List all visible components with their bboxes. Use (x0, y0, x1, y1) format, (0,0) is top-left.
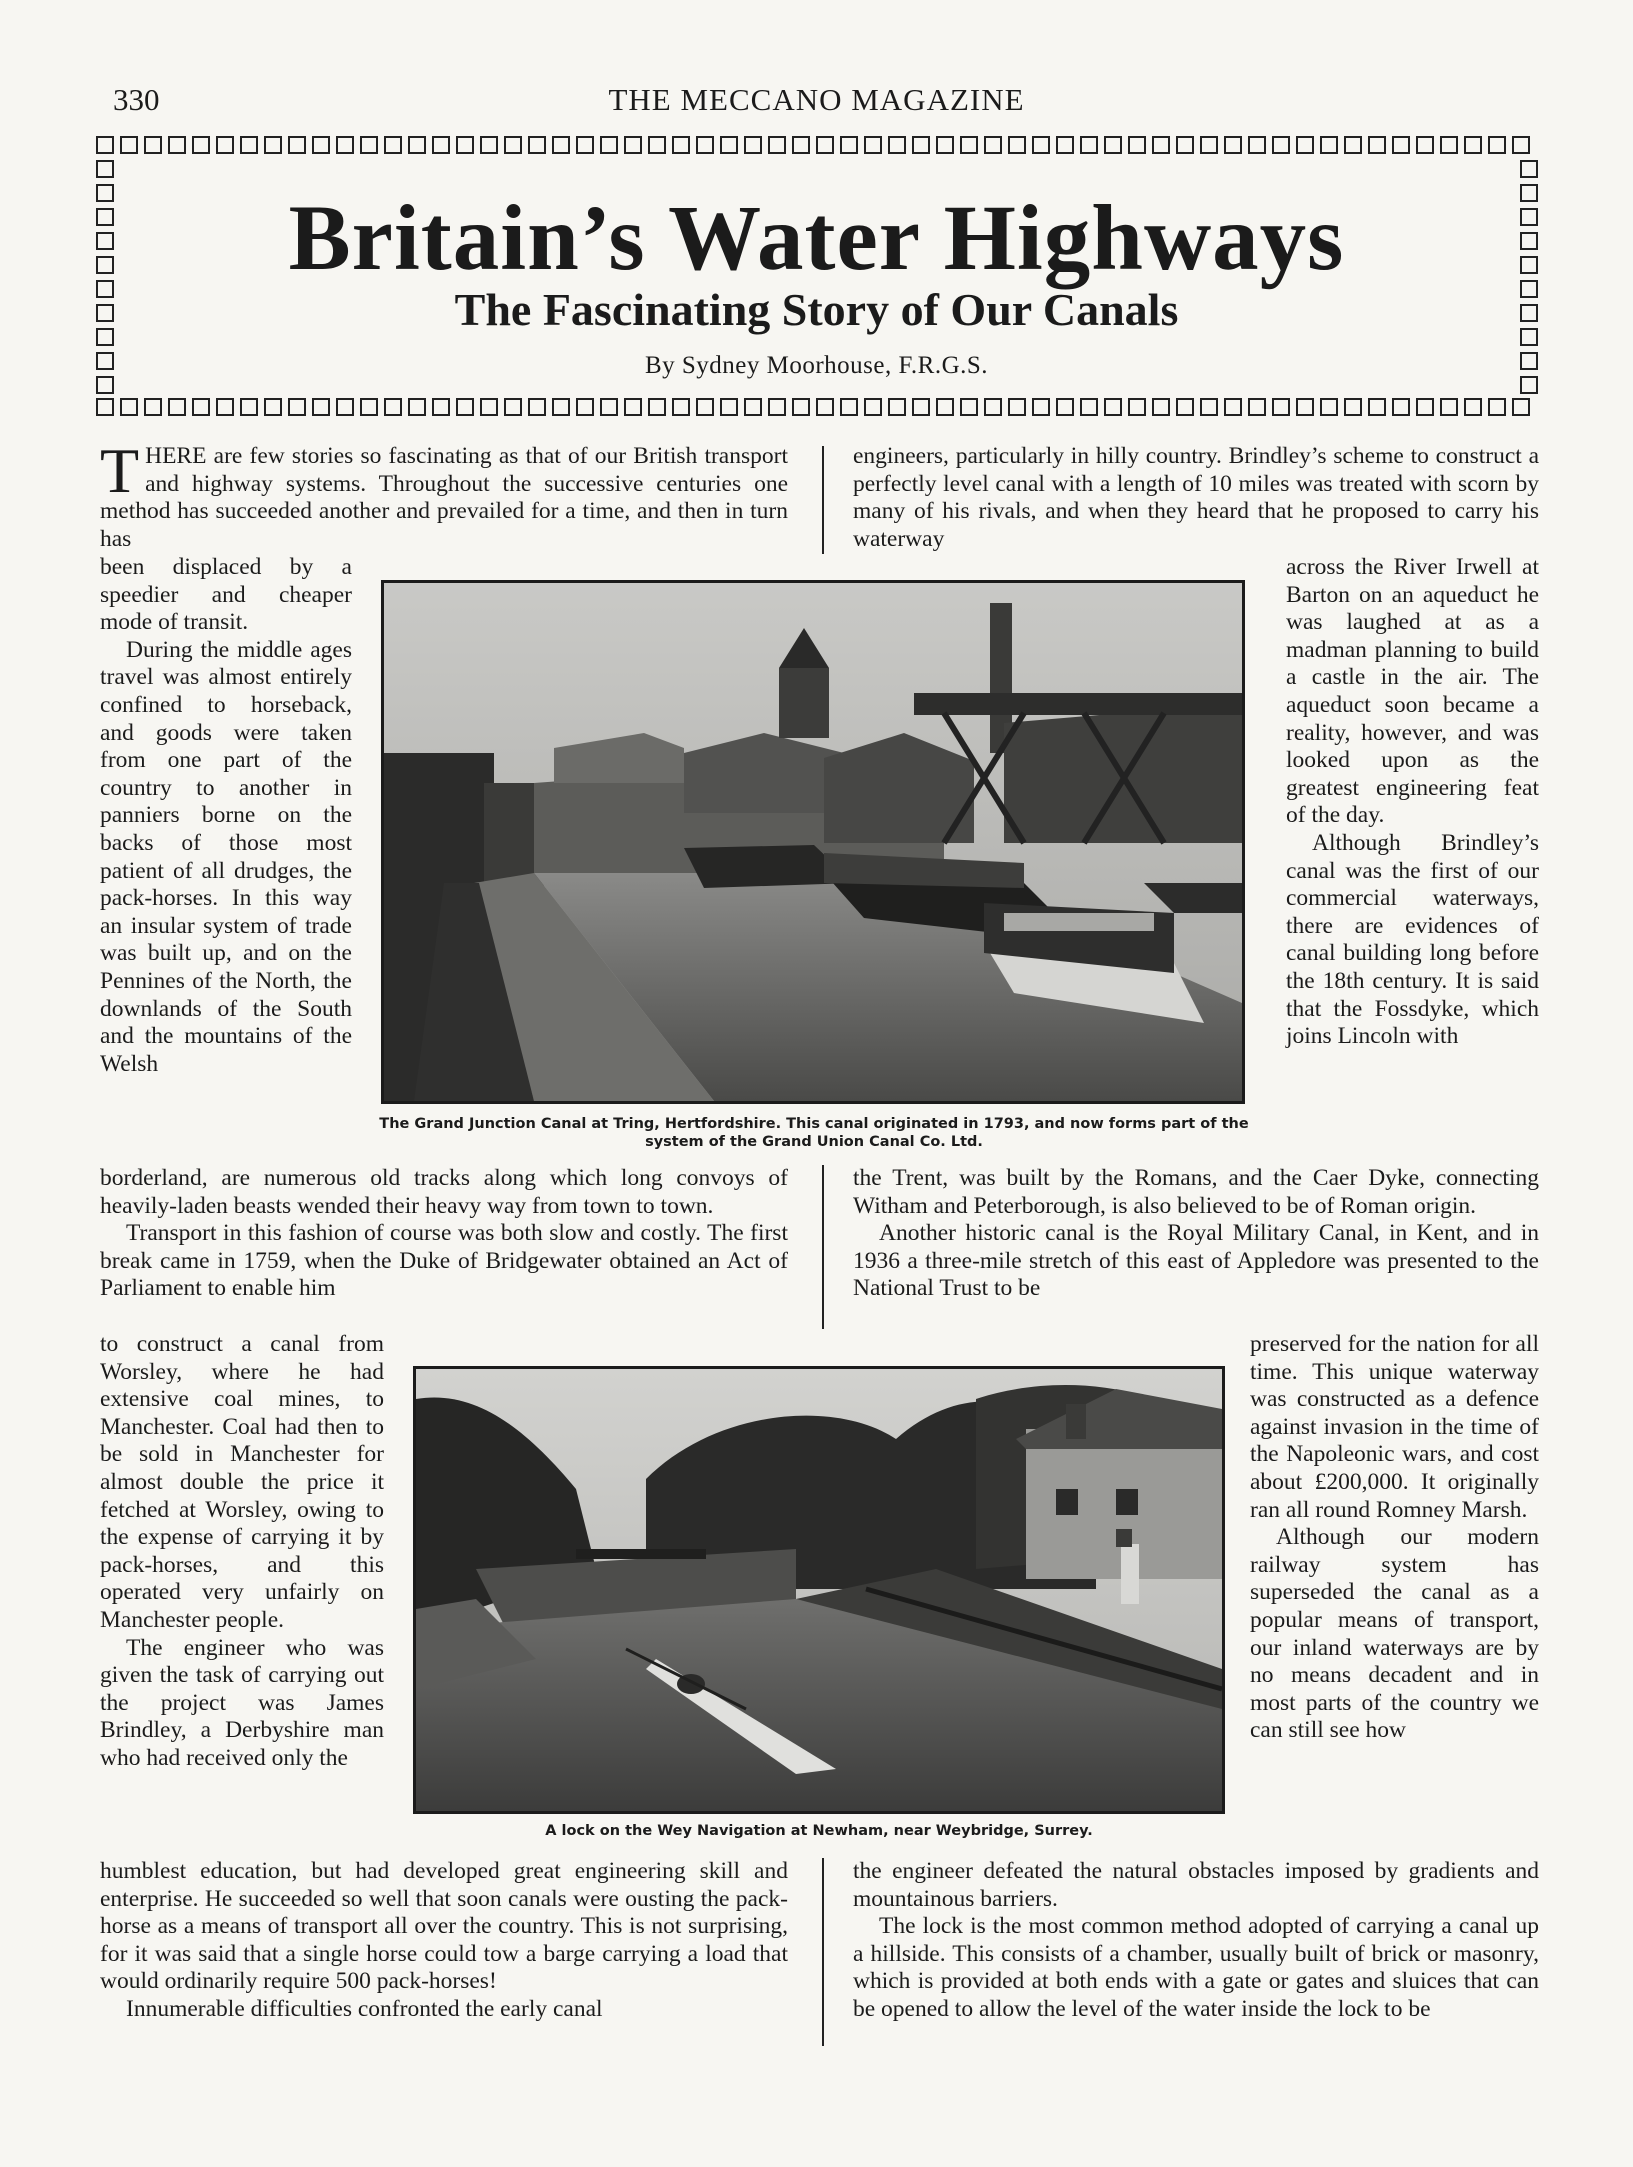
left-col-wide-2 (100, 1858, 788, 2024)
frame-square (1056, 136, 1074, 154)
frame-square (144, 136, 162, 154)
frame-square (696, 398, 714, 416)
frame-square (624, 136, 642, 154)
frame-square (1512, 136, 1530, 154)
frame-square (312, 398, 330, 416)
frame-square (1464, 398, 1482, 416)
frame-square (1520, 160, 1538, 178)
paragraph: humblest education, but had developed great engineering skill and enterprise. He succeeded so well that soon canals were ousting the pack-horse as a means of transport all over the country. This is not surprising, for it was said that a single horse could tow a barge carrying a load that would ordinarily require 500 pack-horses! (100, 1858, 788, 1995)
frame-square (1344, 136, 1362, 154)
frame-square (1032, 136, 1050, 154)
paragraph: borderland, are numerous old tracks along which long convoys of heavily-laden beasts wended their heavy way from town to town. (100, 1165, 788, 1219)
frame-square (1176, 136, 1194, 154)
frame-square (336, 136, 354, 154)
frame-square (1416, 136, 1434, 154)
paragraph: preserved for the nation for all time. This unique waterway was constructed as a defence against invasion in the time of the Napoleonic wars, and cost about £200,000. It originally ran all round Romney Marsh. (1250, 1331, 1539, 1523)
frame-square (888, 398, 906, 416)
photo-grand-junction-canal (381, 580, 1245, 1104)
frame-square (936, 398, 954, 416)
frame-square (576, 136, 594, 154)
frame-square (552, 398, 570, 416)
paragraph: The engineer who was given the task of carrying out the project was James Brindley, a Derbyshire man who had received only the (100, 1634, 384, 1771)
left-col-narrow-2 (100, 1331, 384, 1773)
frame-square (720, 398, 738, 416)
article-byline: By Sydney Moorhouse, F.R.G.S. (644, 352, 989, 379)
frame-square (1080, 398, 1098, 416)
frame-square (1392, 136, 1410, 154)
paragraph: to construct a canal from Worsley, where he had extensive coal mines, to Manchester. Coal had then to be sold in Manchester for almost double the price it fetched at Worsley, owing to the expense of carrying it by pack-horses, and this operated very unfairly on Manchester people. (100, 1331, 384, 1633)
frame-square (96, 398, 114, 416)
frame-square (672, 398, 690, 416)
frame-square (864, 398, 882, 416)
frame-square (1032, 398, 1050, 416)
frame-square (552, 136, 570, 154)
paragraph: across the River Irwell at Barton on an aqueduct he was laughed at as a madman planning to build a castle in the air. The aqueduct soon became a reality, however, and was looked upon as the greatest engineering feat of the day. (1286, 554, 1539, 829)
frame-square (96, 160, 114, 178)
paragraph: Although Brindley’s canal was the first of our commercial waterways, there are evidences of canal building long before the 18th century. It is said that the Fossdyke, which joins Lincoln with (1286, 829, 1539, 1050)
frame-square (888, 136, 906, 154)
frame-square (960, 136, 978, 154)
paragraph: the engineer defeated the natural obstacles imposed by gradients and mountainous barriers. (853, 1858, 1539, 1912)
frame-square (528, 398, 546, 416)
frame-square (984, 136, 1002, 154)
frame-square (792, 136, 810, 154)
right-col-narrow-2 (1250, 1331, 1539, 1745)
photo-wey-navigation-lock (413, 1366, 1225, 1814)
paragraph: been displaced by a speedier and cheaper mode of transit. (100, 554, 352, 636)
frame-square (1104, 398, 1122, 416)
frame-square (1008, 398, 1026, 416)
frame-square (360, 136, 378, 154)
frame-square (1512, 398, 1530, 416)
frame-square (1272, 136, 1290, 154)
column-rule-bottom (822, 1858, 824, 2046)
frame-square (168, 136, 186, 154)
paragraph: Another historic canal is the Royal Military Canal, in Kent, and in 1936 a three-mile stretch of this east of Appledore was presented to the National Trust to be (853, 1220, 1539, 1302)
frame-square (192, 136, 210, 154)
frame-square (840, 398, 858, 416)
frame-square (1176, 398, 1194, 416)
right-col-wide-1 (853, 443, 1539, 553)
frame-square (96, 136, 114, 154)
column-rule-middle (822, 1165, 824, 1329)
frame-square (600, 398, 618, 416)
frame-square (696, 136, 714, 154)
frame-square (1200, 398, 1218, 416)
frame-square (1248, 398, 1266, 416)
right-col-narrow-1 (1286, 554, 1539, 1051)
frame-square (672, 136, 690, 154)
frame-square (1416, 398, 1434, 416)
frame-square (120, 398, 138, 416)
frame-square (504, 136, 522, 154)
paragraph: During the middle ages travel was almost entirely confined to horseback, and goods were taken from one part of the country to another in panniers borne on the backs of those most patient of all drudges, the pack-horses. In this way an insular system of trade was built up, and on the Pennines of the North, the downlands of the South and the mountains of the Welsh (100, 636, 352, 1077)
frame-square (648, 398, 666, 416)
frame-square (312, 136, 330, 154)
frame-square (480, 136, 498, 154)
frame-square (1440, 136, 1458, 154)
frame-square (1272, 398, 1290, 416)
frame-square (216, 136, 234, 154)
frame-square (1368, 398, 1386, 416)
frame-square (1368, 136, 1386, 154)
page-number: 330 (113, 82, 160, 117)
frame-square (456, 398, 474, 416)
frame-square (1128, 398, 1146, 416)
paragraph: Although our modern railway system has superseded the canal as a popular means of transport, our inland waterways are by no means decadent and in most parts of the country we can still see how (1250, 1524, 1539, 1744)
frame-square (432, 398, 450, 416)
frame-square (480, 398, 498, 416)
frame-square (960, 398, 978, 416)
paragraph: HERE are few stories so fascinating as that of our British transport and highway systems. Throughout the successive centuries one method has succeeded another and prevailed for a time, and then in turn has (100, 443, 788, 552)
canal-scene-2 (416, 1369, 1222, 1811)
frame-square (816, 398, 834, 416)
frame-square (408, 136, 426, 154)
frame-square (768, 398, 786, 416)
frame-square (744, 398, 762, 416)
frame-square (1440, 398, 1458, 416)
frame-square (1464, 136, 1482, 154)
frame-square (1320, 398, 1338, 416)
frame-square (144, 398, 162, 416)
frame-square (384, 136, 402, 154)
frame-square (240, 398, 258, 416)
frame-square (600, 136, 618, 154)
frame-square (1152, 398, 1170, 416)
frame-square (288, 398, 306, 416)
column-rule-top (822, 446, 824, 554)
left-col-narrow-1 (100, 554, 352, 1078)
paragraph: engineers, particularly in hilly country. Brindley’s scheme to construct a perfectly level canal with a length of 10 miles was treated with scorn by many of his rivals, and when they heard that he proposed to carry his waterway (853, 443, 1539, 552)
caption-figure-2: A lock on the Wey Navigation at Newham, near Weybridge, Surrey. (545, 1823, 1093, 1839)
frame-square (912, 136, 930, 154)
right-col-wide-3 (853, 1858, 1539, 2024)
frame-square (336, 398, 354, 416)
drop-cap: T (100, 435, 140, 506)
magazine-title: THE MECCANO MAGAZINE (608, 82, 1025, 117)
frame-square (1128, 136, 1146, 154)
frame-square (1392, 398, 1410, 416)
frame-square (648, 136, 666, 154)
left-col-intro (100, 435, 788, 553)
frame-square (1200, 136, 1218, 154)
frame-square (264, 398, 282, 416)
frame-square (120, 136, 138, 154)
frame-square (456, 136, 474, 154)
frame-square (384, 398, 402, 416)
frame-square (408, 398, 426, 416)
frame-square (1224, 136, 1242, 154)
frame-square (816, 136, 834, 154)
frame-square (576, 398, 594, 416)
frame-square (504, 398, 522, 416)
frame-square (744, 136, 762, 154)
frame-square (720, 136, 738, 154)
frame-square (936, 136, 954, 154)
frame-square (1008, 136, 1026, 154)
frame-square (1080, 136, 1098, 154)
frame-square (1224, 398, 1242, 416)
frame-square (240, 136, 258, 154)
canal-scene-1 (384, 583, 1242, 1101)
frame-square (1104, 136, 1122, 154)
article-subtitle: The Fascinating Story of Our Canals (454, 284, 1179, 335)
frame-square (360, 398, 378, 416)
frame-square (168, 398, 186, 416)
frame-square (192, 398, 210, 416)
paragraph: the Trent, was built by the Romans, and the Caer Dyke, connecting Witham and Peterborough, is also believed to be of Roman origin. (853, 1165, 1539, 1219)
frame-square (624, 398, 642, 416)
frame-square (864, 136, 882, 154)
frame-square (432, 136, 450, 154)
frame-square (1488, 398, 1506, 416)
right-col-wide-2 (853, 1165, 1539, 1303)
frame-square (1248, 136, 1266, 154)
caption-figure-1: The Grand Junction Canal at Tring, Hertfordshire. This canal originated in 1793, and now forms part of the system of the Grand Union Canal Co. Ltd. (379, 1116, 1249, 1150)
paragraph: The lock is the most common method adopted of carrying a canal up a hillside. This consists of a chamber, usually built of brick or masonry, which is provided at both ends with a gate or gates and sluices that can be opened to allow the level of the water inside the lock to be (853, 1913, 1539, 2022)
frame-square (984, 398, 1002, 416)
frame-square (1488, 136, 1506, 154)
frame-square (1296, 398, 1314, 416)
frame-square (1344, 398, 1362, 416)
frame-square (288, 136, 306, 154)
frame-square (840, 136, 858, 154)
paragraph: Innumerable difficulties confronted the early canal (126, 1995, 603, 2022)
frame-square (1296, 136, 1314, 154)
frame-square (1056, 398, 1074, 416)
paragraph: Transport in this fashion of course was both slow and costly. The first break came in 1759, when the Duke of Bridgewater obtained an Act of Parliament to enable him (100, 1220, 788, 1302)
frame-square (216, 398, 234, 416)
frame-square (768, 136, 786, 154)
frame-square (528, 136, 546, 154)
frame-square (912, 398, 930, 416)
frame-square (264, 136, 282, 154)
frame-square (792, 398, 810, 416)
frame-square (1152, 136, 1170, 154)
frame-square (1320, 136, 1338, 154)
left-col-wide-1 (100, 1165, 788, 1303)
article-title: Britain’s Water Highways (288, 187, 1345, 290)
